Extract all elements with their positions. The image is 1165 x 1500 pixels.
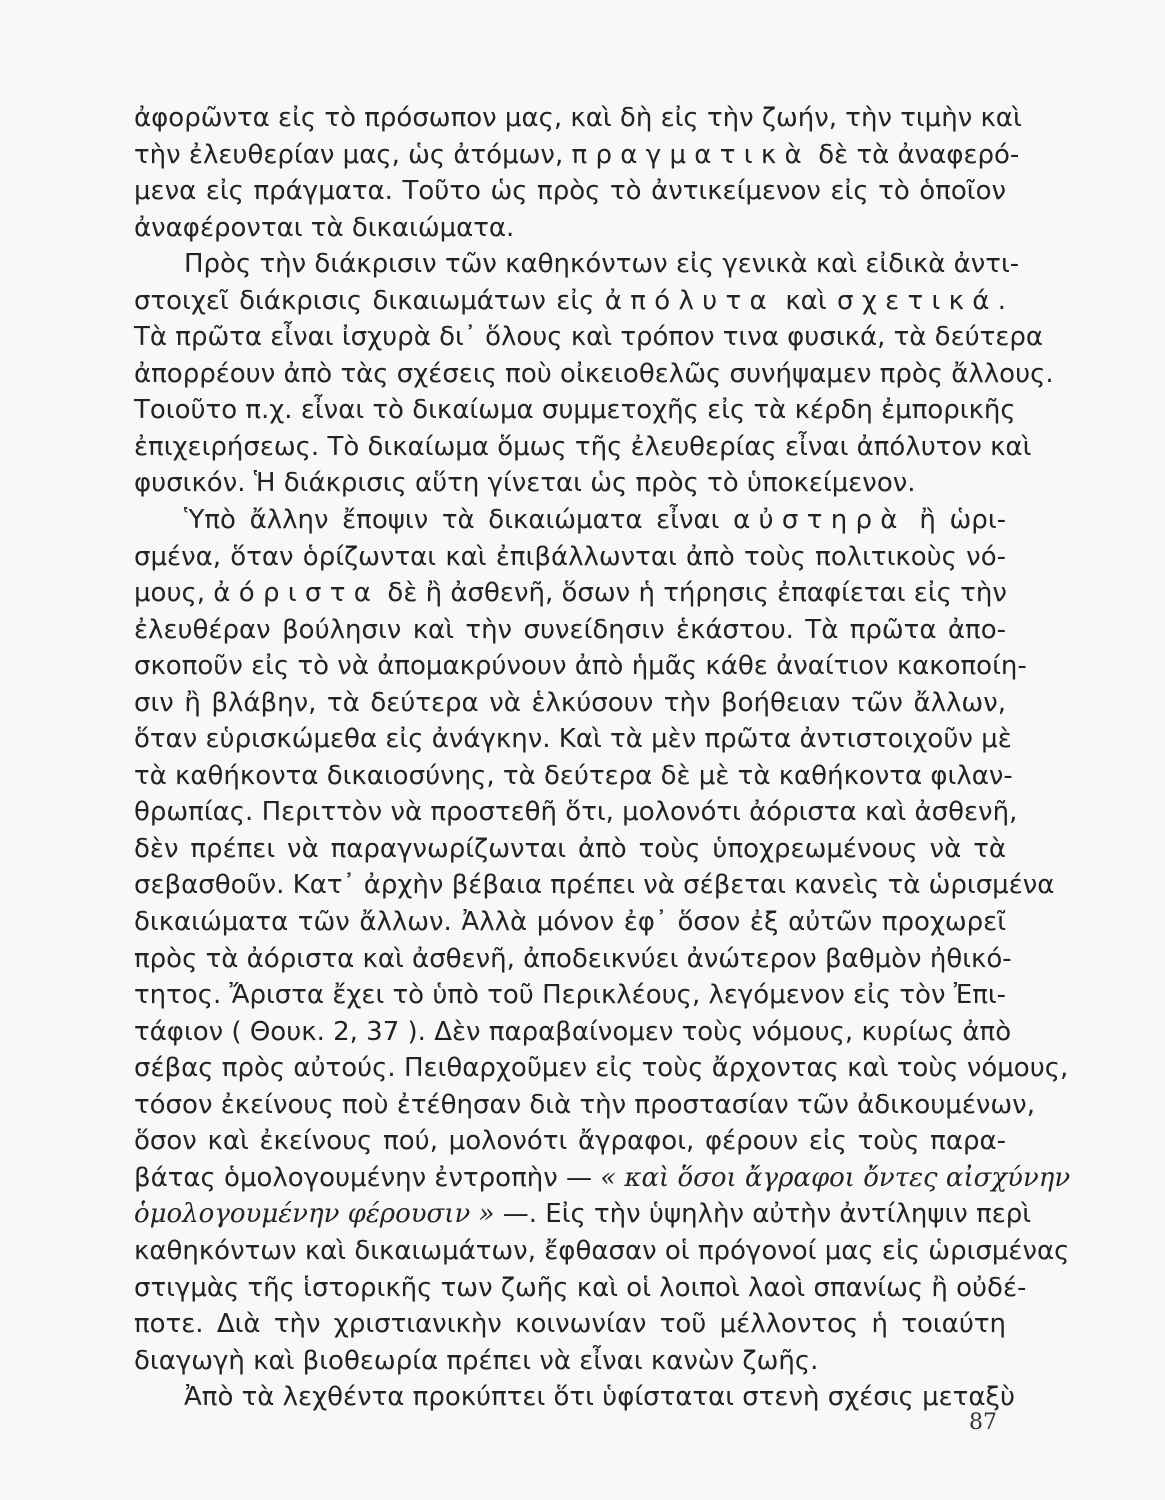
text-line: Πρὸς τὴν διάκρισιν τῶν καθηκόντων εἰς γενικὰ καὶ εἰδικὰ ἀντι- bbox=[184, 249, 1020, 280]
text-line: στιγμὰς τῆς ἱστορικῆς των ζωῆς καὶ οἱ λοιποὶ λαοὶ σπανίως ἢ οὐδέ- bbox=[134, 1272, 1027, 1303]
text-line: διαγωγὴ καὶ βιοθεωρία πρέπει νὰ εἶναι κανὼν ζωῆς. bbox=[134, 1345, 819, 1376]
text-line: στοιχεῖ διάκρισις δικαιωμάτων εἰς ἀπόλυτα καὶ σχετικά. bbox=[134, 285, 1006, 316]
text-line: βάτας ὁμολογουμένην ἐντροπὴν — « καὶ ὅσοι ἄγραφοι ὄντες αἰσχύνην bbox=[134, 1162, 1071, 1193]
text-line: ὅσον καὶ ἐκείνους πού, μολονότι ἄγραφοι, φέρουν εἰς τοὺς παρα- bbox=[134, 1126, 1006, 1157]
text-line: τάφιον ( Θουκ. 2, 37 ). Δὲν παραβαίνομεν τοὺς νόμους, κυρίως ἀπὸ bbox=[134, 1016, 1012, 1047]
text-line: Τὰ πρῶτα εἶναι ἰσχυρὰ δι᾽ ὅλους καὶ τρόπον τινα φυσικά, τὰ δεύτερα bbox=[134, 322, 1044, 353]
text-line: θρωπίας. Περιττὸν νὰ προστεθῆ ὅτι, μολονότι ἀόριστα καὶ ἀσθενῆ, bbox=[134, 797, 1018, 828]
text-line: σέβας πρὸς αὐτούς. Πειθαρχοῦμεν εἰς τοὺς ἄρχοντας καὶ τοὺς νόμους, bbox=[134, 1053, 1069, 1084]
text-line: καθηκόντων καὶ δικαιωμάτων, ἔφθασαν οἱ πρόγονοί μας εἰς ὡρισμένας bbox=[134, 1235, 1070, 1266]
text-line: σιν ἢ βλάβην, τὰ δεύτερα νὰ ἑλκύσουν τὴν βοήθειαν τῶν ἄλλων, bbox=[134, 687, 1006, 718]
text-line: τὴν ἐλευθερίαν μας, ὡς ἀτόμων, πραγματικὰ δὲ τὰ ἀναφερό- bbox=[134, 139, 1020, 170]
spaced-term: σχετικά bbox=[837, 285, 998, 316]
text-line: ἐπιχειρήσεως. Τὸ δικαίωμα ὅμως τῆς ἐλευθερίας εἶναι ἀπόλυτον καὶ bbox=[134, 431, 1032, 462]
text-line: Ἀπὸ τὰ λεχθέντα προκύπτει ὅτι ὑφίσταται στενὴ σχέσις μεταξὺ bbox=[184, 1382, 1015, 1413]
text-line: μους, ἀόριστα δὲ ἢ ἀσθενῆ, ὅσων ἡ τήρησις ἐπαφίεται εἰς τὴν bbox=[134, 578, 1007, 609]
text-line: ὁμολογουμένην φέρουσιν » —. Εἰς τὴν ὑψηλὴν αὐτὴν ἀντίληψιν περὶ bbox=[134, 1199, 1032, 1230]
spaced-term: ἀπόλυτα bbox=[604, 285, 775, 316]
text-line: πρὸς τὰ ἀόριστα καὶ ἀσθενῆ, ἀποδεικνύει ἀνώτερον βαθμὸν ἠθικό- bbox=[134, 943, 1012, 974]
text-line: ὅταν εὑρισκώμεθα εἰς ἀνάγκην. Καὶ τὰ μὲν πρῶτα ἀντιστοιχοῦν μὲ bbox=[134, 724, 1012, 755]
spaced-term: αὐστηρὰ bbox=[733, 505, 906, 536]
text-line: ἐλευθέραν βούλησιν καὶ τὴν συνείδησιν ἑκάστου. Τὰ πρῶτα ἀπο- bbox=[134, 614, 1006, 645]
text-line: τὰ καθήκοντα δικαιοσύνης, τὰ δεύτερα δὲ μὲ τὰ καθήκοντα φιλαν- bbox=[134, 760, 1013, 791]
quotation: ὁμολογουμένην φέρουσιν » bbox=[134, 1199, 495, 1230]
body-text bbox=[134, 100, 1071, 1416]
text-line: ποτε. Διὰ τὴν χριστιανικὴν κοινωνίαν τοῦ μέλλοντος ἡ τοιαύτη bbox=[134, 1309, 1006, 1340]
text-line: σκοποῦν εἰς τὸ νὰ ἀπομακρύνουν ἀπὸ ἡμᾶς κάθε ἀναίτιον κακοποίη- bbox=[134, 651, 1027, 682]
text-line: ἀφορῶντα εἰς τὸ πρόσωπον μας, καὶ δὴ εἰς τὴν ζωήν, τὴν τιμὴν καὶ bbox=[134, 103, 1022, 133]
text-line: Τοιοῦτο π.χ. εἶναι τὸ δικαίωμα συμμετοχῆς εἰς τὰ κέρδη ἐμπορικῆς bbox=[134, 395, 1016, 426]
text-line: τητος. Ἄριστα ἔχει τὸ ὑπὸ τοῦ Περικλέους, λεγόμενον εἰς τὸν Ἐπι- bbox=[134, 980, 1007, 1011]
text-line: δὲν πρέπει νὰ παραγνωρίζωνται ἀπὸ τοὺς ὑποχρεωμένους νὰ τὰ bbox=[134, 833, 1006, 864]
text-line: δικαιώματα τῶν ἄλλων. Ἀλλὰ μόνον ἐφ᾽ ὅσον ἐξ αὐτῶν προχωρεῖ bbox=[134, 907, 1006, 938]
page-number: 87 bbox=[969, 1410, 997, 1435]
text-line: Ὑπὸ ἄλλην ἔποψιν τὰ δικαιώματα εἶναι αὐστηρὰ ἢ ὡρι- bbox=[184, 505, 1006, 536]
spaced-term: πραγματικὰ bbox=[571, 139, 810, 170]
text-line: σεβασθοῦν. Κατ᾽ ἀρχὴν βέβαια πρέπει νὰ σέβεται κανεὶς τὰ ὡρισμένα bbox=[134, 870, 1055, 901]
quotation: « καὶ ὅσοι ἄγραφοι ὄντες αἰσχύνην bbox=[600, 1162, 1071, 1193]
text-line: ἀπορρέουν ἀπὸ τὰς σχέσεις ποὺ οἰκειοθελῶς συνήψαμεν πρὸς ἄλλους. bbox=[134, 358, 1054, 389]
text-line: φυσικόν. Ἡ διάκρισις αὕτη γίνεται ὡς πρὸς τὸ ὑποκείμενον. bbox=[134, 468, 916, 499]
text-line: τόσον ἐκείνους ποὺ ἐτέθησαν διὰ τὴν προστασίαν τῶν ἀδικουμένων, bbox=[134, 1089, 1035, 1120]
text-line: ἀναφέρονται τὰ δικαιώματα. bbox=[134, 212, 515, 243]
text-line: μενα εἰς πράγματα. Τοῦτο ὡς πρὸς τὸ ἀντικείμενον εἰς τὸ ὁποῖον bbox=[134, 176, 1006, 207]
spaced-term: ἀόριστα bbox=[213, 578, 380, 609]
text-line: σμένα, ὅταν ὁρίζωνται καὶ ἐπιβάλλωνται ἀπὸ τοὺς πολιτικοὺς νό- bbox=[134, 541, 1006, 572]
